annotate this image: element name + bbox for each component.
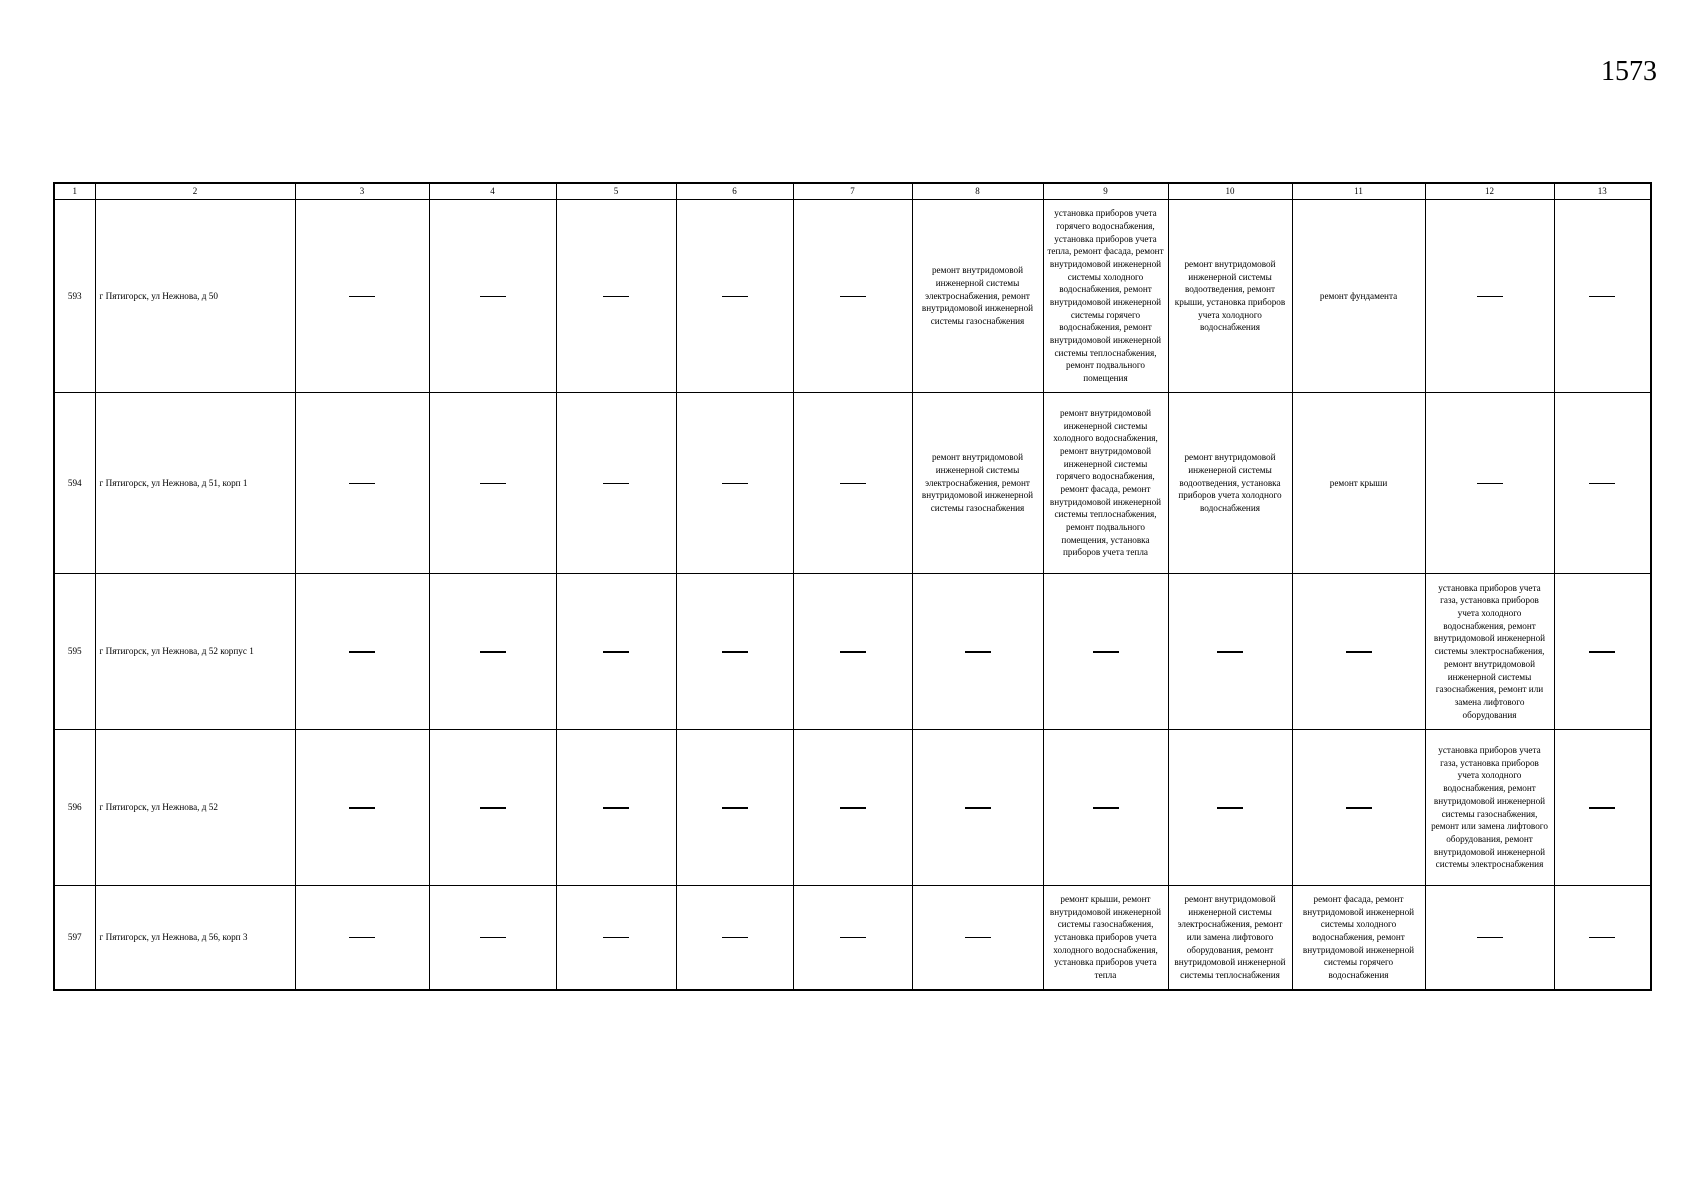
cell-text: ремонт крыши — [1329, 477, 1388, 488]
empty-dash — [349, 807, 375, 808]
col-4-cell — [429, 574, 556, 730]
column-header: 8 — [912, 183, 1043, 200]
col-13-cell — [1554, 200, 1651, 393]
empty-dash — [1589, 296, 1615, 297]
empty-dash — [1589, 937, 1615, 938]
column-header: 1 — [54, 183, 95, 200]
column-header: 10 — [1168, 183, 1292, 200]
empty-dash — [965, 807, 991, 808]
col-7-cell — [793, 730, 912, 886]
cell-text: установка приборов учета газа, установка приборов учета холодного водоснабжения, ремонт внутридомовой инженерной системы электроснабжения, ремонт внутридомовой инженерной системы газоснабжения, ремонт или замена лифтового оборудования — [1433, 582, 1546, 720]
repair-schedule-table — [53, 182, 1652, 991]
col-11-cell — [1292, 393, 1425, 574]
address-cell — [95, 574, 295, 730]
table-row — [54, 200, 1651, 393]
col-6-cell — [676, 886, 793, 990]
cell-text: г Пятигорск, ул Нежнова, д 52 корпус 1 — [99, 646, 254, 657]
col-8-cell — [912, 393, 1043, 574]
col-3-cell — [295, 393, 429, 574]
empty-dash — [1346, 651, 1372, 652]
cell-text: 597 — [67, 931, 82, 942]
col-9-cell — [1043, 886, 1168, 990]
empty-dash — [840, 483, 866, 484]
cell-text: г Пятигорск, ул Нежнова, д 56, корп 3 — [99, 931, 248, 942]
col-9-cell — [1043, 574, 1168, 730]
col-12-cell — [1425, 393, 1554, 574]
cell-text: ремонт внутридомовой инженерной системы электроснабжения, ремонт или замена лифтового оборудования, ремонт внутридомовой инженерной системы теплоснабжения — [1174, 893, 1286, 980]
col-5-cell — [556, 574, 676, 730]
table-row — [54, 886, 1651, 990]
empty-dash — [840, 807, 866, 808]
empty-dash — [965, 937, 991, 938]
col-12-cell — [1425, 574, 1554, 730]
cell-text: 594 — [67, 477, 82, 488]
col-5-cell — [556, 730, 676, 886]
col-8-cell — [912, 200, 1043, 393]
row-number — [54, 200, 95, 393]
empty-dash — [603, 483, 629, 484]
col-9-cell — [1043, 200, 1168, 393]
empty-dash — [349, 651, 375, 652]
col-12-cell — [1425, 730, 1554, 886]
col-10-cell — [1168, 393, 1292, 574]
cell-text: ремонт внутридомовой инженерной системы водоотведения, ремонт крыши, установка приборов учета холодного водоснабжения — [1174, 258, 1286, 333]
cell-text: 595 — [67, 646, 82, 657]
cell-text: установка приборов учета горячего водоснабжения, установка приборов учета тепла, ремонт фасада, ремонт внутридомовой инженерной системы холодного водоснабжения, ремонт внутридомовой инженерной системы горячего водоснабжения, ремонт внутридомовой инженерной системы теплоснабжения, ремонт подвального помещения — [1047, 208, 1164, 384]
empty-dash — [480, 483, 506, 484]
address-cell — [95, 393, 295, 574]
empty-dash — [1589, 483, 1615, 484]
column-header: 9 — [1043, 183, 1168, 200]
col-10-cell — [1168, 886, 1292, 990]
col-10-cell — [1168, 730, 1292, 886]
col-7-cell — [793, 393, 912, 574]
col-5-cell — [556, 393, 676, 574]
col-13-cell — [1554, 574, 1651, 730]
address-cell — [95, 886, 295, 990]
empty-dash — [722, 296, 748, 297]
empty-dash — [840, 296, 866, 297]
column-header: 12 — [1425, 183, 1554, 200]
empty-dash — [1477, 937, 1503, 938]
col-9-cell — [1043, 393, 1168, 574]
col-6-cell — [676, 200, 793, 393]
column-header: 11 — [1292, 183, 1425, 200]
cell-text: г Пятигорск, ул Нежнова, д 52 — [99, 802, 218, 813]
column-header: 13 — [1554, 183, 1651, 200]
empty-dash — [1477, 483, 1503, 484]
col-3-cell — [295, 200, 429, 393]
table-row — [54, 393, 1651, 574]
empty-dash — [1346, 807, 1372, 808]
empty-dash — [840, 937, 866, 938]
column-header: 6 — [676, 183, 793, 200]
col-4-cell — [429, 886, 556, 990]
cell-text: ремонт внутридомовой инженерной системы холодного водоснабжения, ремонт внутридомовой инженерной системы горячего водоснабжения, ремонт фасада, ремонт внутридомовой инженерной системы теплоснабжения, ремонт подвального помещения, установка приборов учета тепла — [1049, 407, 1162, 558]
empty-dash — [603, 651, 629, 652]
col-4-cell — [429, 200, 556, 393]
col-7-cell — [793, 574, 912, 730]
empty-dash — [349, 483, 375, 484]
empty-dash — [349, 937, 375, 938]
empty-dash — [480, 296, 506, 297]
column-header: 4 — [429, 183, 556, 200]
cell-text: ремонт фасада, ремонт внутридомовой инженерной системы холодного водоснабжения, ремонт внутридомовой инженерной системы горячего водоснабжения — [1302, 893, 1415, 980]
col-3-cell — [295, 886, 429, 990]
col-11-cell — [1292, 730, 1425, 886]
col-8-cell — [912, 574, 1043, 730]
empty-dash — [722, 483, 748, 484]
empty-dash — [603, 296, 629, 297]
col-4-cell — [429, 730, 556, 886]
cell-text: 596 — [67, 802, 82, 813]
empty-dash — [603, 937, 629, 938]
cell-text: установка приборов учета газа, установка приборов учета холодного водоснабжения, ремонт внутридомовой инженерной системы газоснабжения, ремонт или замена лифтового оборудования, ремонт внутридомовой инженерной системы электроснабжения — [1431, 745, 1548, 870]
empty-dash — [1093, 651, 1119, 652]
table-row — [54, 574, 1651, 730]
col-5-cell — [556, 200, 676, 393]
col-12-cell — [1425, 886, 1554, 990]
address-cell — [95, 200, 295, 393]
empty-dash — [1477, 296, 1503, 297]
col-13-cell — [1554, 886, 1651, 990]
column-header: 3 — [295, 183, 429, 200]
empty-dash — [480, 651, 506, 652]
col-6-cell — [676, 393, 793, 574]
empty-dash — [603, 807, 629, 808]
empty-dash — [722, 807, 748, 808]
empty-dash — [840, 651, 866, 652]
table-row — [54, 730, 1651, 886]
col-7-cell — [793, 886, 912, 990]
empty-dash — [1589, 807, 1615, 808]
address-cell — [95, 730, 295, 886]
col-6-cell — [676, 574, 793, 730]
empty-dash — [1217, 807, 1243, 808]
cell-text: г Пятигорск, ул Нежнова, д 50 — [99, 290, 218, 301]
cell-text: 593 — [67, 290, 82, 301]
column-number-row — [54, 183, 1651, 200]
page-number: 1573 — [1601, 56, 1657, 87]
cell-text: ремонт крыши, ремонт внутридомовой инженерной системы газоснабжения, установка приборов учета холодного водоснабжения, установка приборов учета тепла — [1049, 893, 1162, 980]
empty-dash — [480, 937, 506, 938]
col-13-cell — [1554, 730, 1651, 886]
col-3-cell — [295, 730, 429, 886]
cell-text: ремонт внутридомовой инженерной системы электроснабжения, ремонт внутридомовой инженерной системы газоснабжения — [921, 265, 1034, 327]
column-header: 5 — [556, 183, 676, 200]
empty-dash — [722, 937, 748, 938]
row-number — [54, 393, 95, 574]
cell-text: ремонт внутридомовой инженерной системы электроснабжения, ремонт внутридомовой инженерной системы газоснабжения — [921, 452, 1034, 514]
cell-text: ремонт внутридомовой инженерной системы водоотведения, установка приборов учета холодного водоснабжения — [1178, 452, 1282, 514]
row-number — [54, 574, 95, 730]
col-11-cell — [1292, 886, 1425, 990]
row-number — [54, 886, 95, 990]
col-11-cell — [1292, 574, 1425, 730]
column-header: 7 — [793, 183, 912, 200]
col-8-cell — [912, 730, 1043, 886]
empty-dash — [1217, 651, 1243, 652]
empty-dash — [722, 651, 748, 652]
row-number — [54, 730, 95, 886]
col-10-cell — [1168, 574, 1292, 730]
cell-text: ремонт фундамента — [1319, 290, 1398, 301]
empty-dash — [349, 296, 375, 297]
col-10-cell — [1168, 200, 1292, 393]
col-4-cell — [429, 393, 556, 574]
col-7-cell — [793, 200, 912, 393]
col-3-cell — [295, 574, 429, 730]
col-8-cell — [912, 886, 1043, 990]
col-6-cell — [676, 730, 793, 886]
empty-dash — [965, 651, 991, 652]
cell-text: г Пятигорск, ул Нежнова, д 51, корп 1 — [99, 477, 248, 488]
col-13-cell — [1554, 393, 1651, 574]
col-12-cell — [1425, 200, 1554, 393]
empty-dash — [1589, 651, 1615, 652]
col-5-cell — [556, 886, 676, 990]
column-header: 2 — [95, 183, 295, 200]
empty-dash — [480, 807, 506, 808]
col-11-cell — [1292, 200, 1425, 393]
empty-dash — [1093, 807, 1119, 808]
col-9-cell — [1043, 730, 1168, 886]
